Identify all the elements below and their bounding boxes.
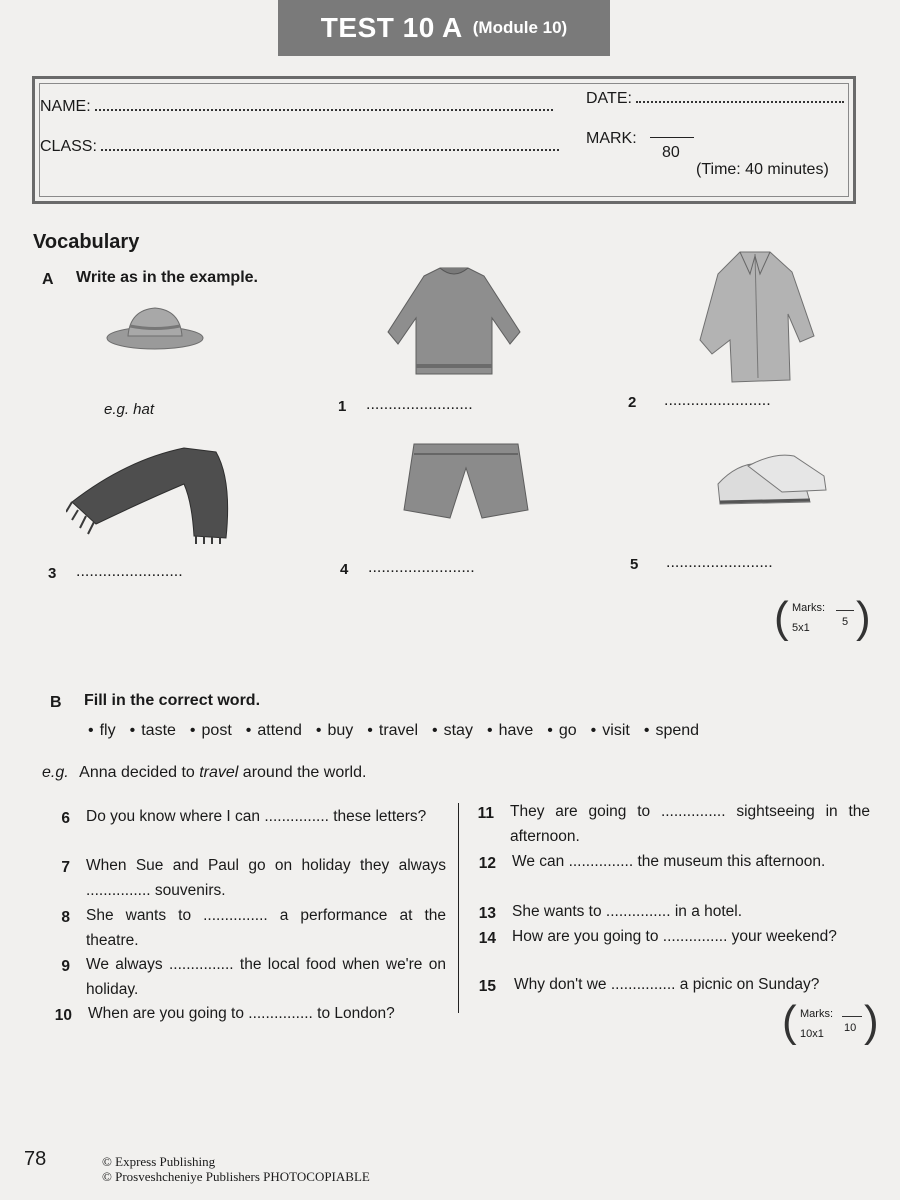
marks-box-a: ( Marks: 5x1 5 )	[774, 593, 871, 642]
word-bank-item: • spend	[644, 722, 699, 740]
task-b-instruction: Fill in the correct word.	[84, 692, 261, 709]
example-caption: e.g. hat	[104, 401, 155, 418]
answer-blank[interactable]: ........................	[368, 559, 475, 576]
word-bank-item: • stay	[432, 722, 473, 740]
hat-image	[100, 300, 210, 355]
word-bank-item: • go	[547, 722, 576, 740]
question-text[interactable]: When are you going to ............... to London?	[88, 1005, 395, 1022]
example-sentence: e.g. Anna decided to travel around the world.	[42, 764, 367, 781]
word-bank-item: • post	[190, 722, 232, 740]
time-label: (Time: 40 minutes)	[696, 161, 829, 178]
word-bank	[88, 722, 699, 740]
question-text[interactable]: They are going to ............... sightseeing in the afternoon.	[510, 803, 870, 845]
word-bank-item: • fly	[88, 722, 116, 740]
name-label: NAME:	[40, 98, 91, 115]
shorts-image	[400, 438, 532, 528]
section-title: Vocabulary	[33, 231, 140, 253]
date-field[interactable]	[586, 90, 844, 108]
marks-label: Marks:	[800, 1008, 833, 1020]
word-bank-item: • buy	[316, 722, 353, 740]
marks-total: 10	[844, 1022, 857, 1034]
copyright-line-1: © Express Publishing	[102, 1154, 216, 1169]
column-divider	[458, 803, 459, 1013]
mark-label: MARK:	[586, 130, 637, 147]
test-title-banner	[278, 0, 610, 56]
item-number: 5	[630, 556, 639, 573]
class-field[interactable]	[40, 138, 559, 156]
question-text[interactable]: Do you know where I can ............... these letters?	[86, 808, 427, 825]
task-b-letter: B	[50, 694, 62, 711]
marks-multiplier: 5x1	[792, 622, 810, 634]
example-prefix: e.g.	[42, 764, 69, 781]
question-text[interactable]: How are you going to ............... your weekend?	[512, 928, 837, 945]
answer-blank[interactable]: ........................	[366, 396, 473, 413]
module-label: (Module 10)	[472, 18, 568, 37]
marks-box-b: ( Marks: 10x1 10 )	[782, 997, 879, 1046]
task-a-instruction: Write as in the example.	[76, 269, 258, 286]
word-bank-item: • visit	[591, 722, 630, 740]
class-label: CLASS:	[40, 138, 97, 155]
question-text[interactable]: We can ............... the museum this afternoon.	[512, 853, 826, 870]
task-a-letter: A	[42, 271, 54, 288]
question-text[interactable]: We always ............... the local food when we're on holiday.	[86, 956, 446, 998]
answer-blank[interactable]: ........................	[76, 563, 183, 580]
test-title: TEST 10 A	[320, 12, 463, 43]
marks-total: 5	[842, 616, 849, 628]
word-bank-item: • have	[487, 722, 533, 740]
item-number: 1	[338, 398, 347, 415]
copyright-line-2: © Prosveshcheniye Publishers PHOTOCOPIABLE	[102, 1169, 370, 1184]
word-bank-item: • travel	[367, 722, 418, 740]
marks-label: Marks:	[792, 602, 825, 614]
word-bank-item: • attend	[246, 722, 302, 740]
name-field[interactable]	[40, 98, 553, 116]
item-number: 4	[340, 561, 349, 578]
item-number: 3	[48, 565, 57, 582]
page-number: 78	[24, 1148, 47, 1170]
question-text[interactable]: When Sue and Paul go on holiday they always ............... souvenirs.	[86, 857, 446, 899]
question-text[interactable]: She wants to ............... in a hotel.	[512, 903, 743, 920]
date-label: DATE:	[586, 90, 632, 107]
trainers-image	[710, 444, 830, 510]
sweater-image	[380, 262, 528, 382]
item-number: 2	[628, 394, 637, 411]
marks-multiplier: 10x1	[800, 1028, 824, 1040]
coat-image	[690, 244, 820, 386]
answer-blank[interactable]: ........................	[664, 392, 771, 409]
scarf-image	[66, 440, 236, 544]
word-bank-item: • taste	[130, 722, 176, 740]
question-text[interactable]: She wants to ............... a performance at the theatre.	[86, 907, 446, 949]
question-text[interactable]: Why don't we ............... a picnic on Sunday?	[514, 976, 820, 993]
answer-blank[interactable]: ........................	[666, 554, 773, 571]
mark-denominator: 80	[662, 144, 680, 161]
example-answer: travel	[199, 764, 239, 781]
